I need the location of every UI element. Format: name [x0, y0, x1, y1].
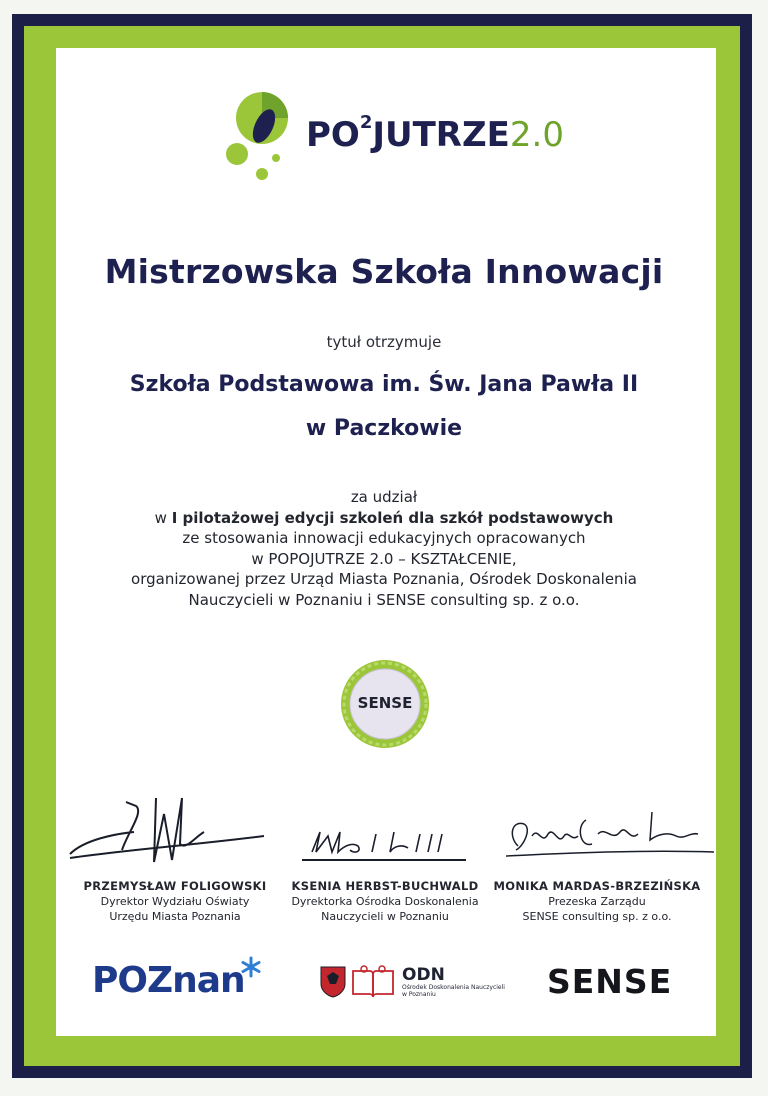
odn-book-icon [350, 965, 396, 999]
signatory-3-name: MONIKA MARDAS-BRZEZIŃSKA [493, 879, 701, 893]
body-line-2-prefix: w [154, 508, 172, 527]
body-line-2 [0, 508, 768, 529]
signatory-3 [492, 879, 702, 924]
seal-label: SENSE [357, 694, 413, 712]
body-line-6: Nauczycieli w Poznaniu i SENSE consulting sp. z o.o. [188, 590, 580, 609]
signatory-1-role-line1: Dyrektor Wydziału Oświaty [100, 895, 250, 908]
sense-logo [547, 962, 672, 1001]
logo-jutrze: JUTRZE [372, 115, 510, 155]
poznan-logo [92, 960, 245, 1001]
signatory-3-role-line1: Prezeska Zarządu [548, 895, 646, 908]
body-line-2-bold: I pilotażowej edycji szkoleń dla szkół podstawowych [171, 508, 614, 527]
odn-logo [402, 966, 505, 998]
odn-logo-text: ODN [402, 965, 445, 985]
odn-logo-subtitle-2: w Poznaniu [402, 991, 436, 998]
poznan-logo-text: POZnan [92, 960, 245, 1001]
poznan-star-icon [240, 956, 262, 978]
body-line-5: organizowanej przez Urząd Miasta Poznania, Ośrodek Doskonalenia [131, 570, 637, 588]
signatory-1-role-line2: Urzędu Miasta Poznania [109, 910, 241, 923]
certificate-body [0, 487, 768, 610]
signatory-2 [280, 879, 490, 924]
body-line-3: ze stosowania innowacji edukacyjnych opracowanych [182, 529, 586, 547]
school-name-line2: w Paczkowie [305, 416, 463, 441]
signature-foligowski [64, 792, 274, 872]
logo-superscript: 2 [359, 112, 373, 133]
sense-logo-text: SENSE [547, 962, 673, 1001]
certificate-title: Mistrzowska Szkoła Innowacji [104, 252, 664, 291]
logo-po: PO [306, 115, 360, 155]
odn-logo-subtitle-1: Ośrodek Doskonalenia Nauczycieli [402, 984, 505, 991]
school-name-line1: Szkoła Podstawowa im. Św. Jana Pawła II [129, 372, 639, 397]
logo-version: 2.0 [509, 115, 564, 155]
body-line-1: za udział [350, 488, 418, 506]
signatory-2-role-line2: Nauczycieli w Poznaniu [321, 910, 449, 923]
poznan-coat-of-arms-icon [320, 966, 346, 998]
popojutrze-logo-mark [222, 86, 302, 186]
signature-herbst-buchwald [298, 822, 470, 866]
popojutrze-logo-text [306, 112, 564, 155]
signature-mardas-brzezinska [502, 806, 716, 866]
body-line-4: w POPOJUTRZE 2.0 – KSZTAŁCENIE, [251, 549, 517, 568]
signatory-1-name: PRZEMYSŁAW FOLIGOWSKI [83, 879, 267, 893]
signatory-1 [70, 879, 280, 924]
signatory-2-role-line1: Dyrektorka Ośrodka Doskonalenia [291, 895, 479, 908]
signatory-2-name: KSENIA HERBST-BUCHWALD [291, 879, 479, 893]
signatory-3-role-line2: SENSE consulting sp. z o.o. [522, 910, 672, 923]
certificate-subtitle: tytuł otrzymuje [326, 333, 442, 351]
